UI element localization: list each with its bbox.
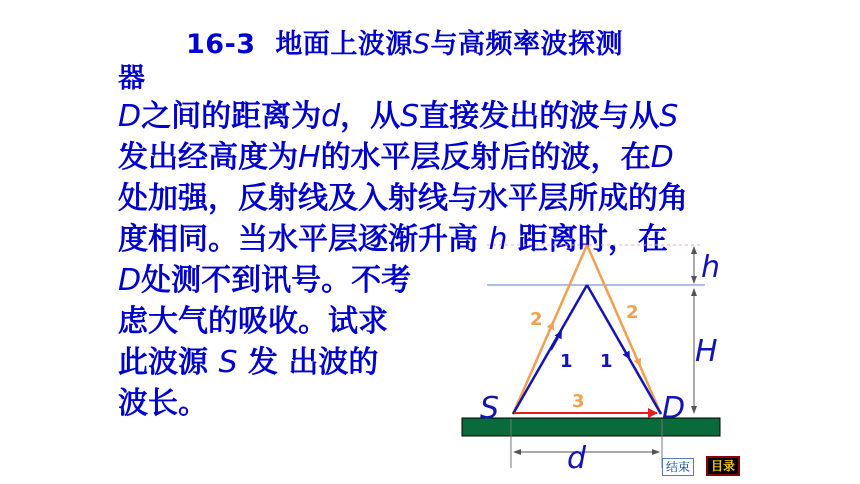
- title-text-a: 地面上波源: [275, 29, 413, 60]
- symbol-h-upper: H: [298, 140, 321, 175]
- symbol-s: S: [400, 99, 420, 134]
- symbol-s: S: [218, 345, 238, 380]
- text-line-6: 虑大气的吸收。试求: [118, 304, 388, 339]
- ray-2-up-arrow: [543, 325, 552, 345]
- label-ray-1-left: 1: [560, 351, 573, 372]
- label-ray-1-right: 1: [600, 351, 613, 372]
- text-span: 处测不到讯号。不考: [141, 263, 412, 298]
- text-line-3: 处加强，反射线及入射线与水平层所成的角: [118, 181, 688, 216]
- problem-number: 16-3: [186, 29, 256, 60]
- title-symbol-s: S: [412, 29, 431, 60]
- symbol-h-lower: h: [488, 222, 508, 257]
- text-span: ，从: [340, 99, 401, 134]
- label-s: S: [480, 391, 500, 426]
- ray-2-down: [587, 245, 661, 414]
- end-button[interactable]: 结束: [662, 458, 694, 476]
- label-d: d: [567, 441, 587, 476]
- label-ray-2-right: 2: [626, 302, 639, 323]
- text-span: 之间的距离为: [141, 99, 322, 134]
- text-span: 发出经高度为: [118, 140, 298, 175]
- symbol-d-upper: D: [650, 140, 674, 175]
- label-ray-3: 3: [572, 391, 585, 412]
- ray-1-down-arrow: [618, 339, 628, 356]
- text-span: 此波源: [118, 345, 219, 380]
- text-span: 发 出波的: [237, 345, 379, 380]
- symbol-d-upper: D: [118, 263, 142, 298]
- symbol-d-upper: D: [118, 99, 142, 134]
- label-H: H: [695, 334, 718, 369]
- label-ray-2-left: 2: [530, 309, 543, 330]
- title-text-b: 与高频率波探测: [430, 29, 624, 60]
- menu-button[interactable]: 目录: [706, 456, 740, 476]
- text-span: 距离时，在: [507, 222, 668, 257]
- label-h: h: [701, 250, 721, 285]
- text-span: 度相同。当水平层逐渐升高: [118, 222, 489, 257]
- symbol-d-lower: d: [321, 99, 341, 134]
- symbol-s: S: [659, 99, 679, 134]
- text-span: 的水平层反射后的波，在: [320, 140, 651, 175]
- text-span: 直接发出的波与从: [419, 99, 660, 134]
- text-line-8: 波长。: [118, 386, 208, 421]
- ray-1-up-arrow: [551, 334, 560, 350]
- label-d-upper: D: [662, 391, 686, 426]
- page-title-continuation: 器: [118, 63, 145, 94]
